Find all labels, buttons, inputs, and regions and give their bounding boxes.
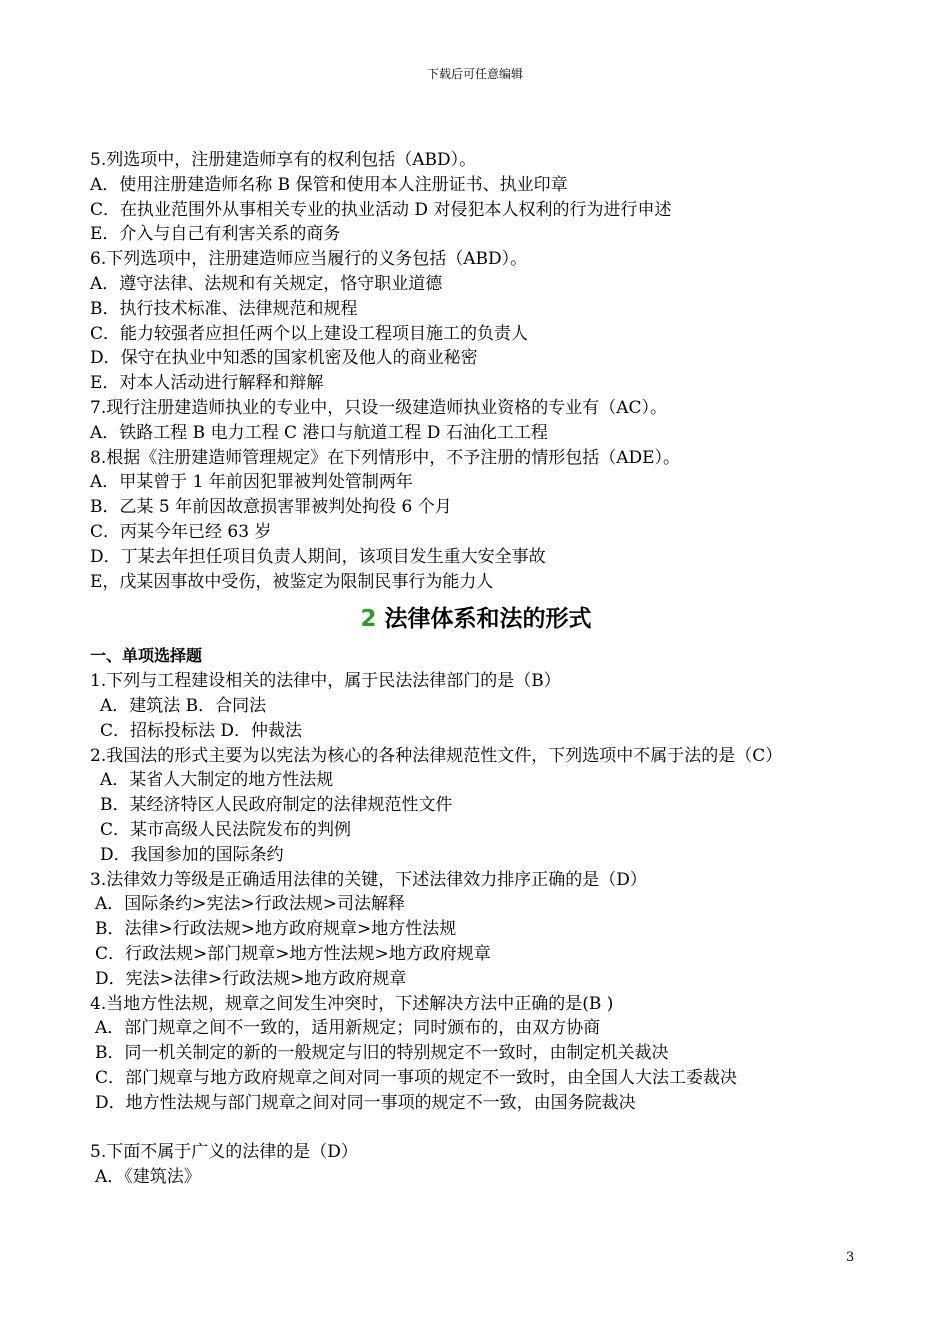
subheading: 一、单项选择题 <box>90 646 203 666</box>
question-6-stem: 6.下列选项中，注册建造师应当履行的义务包括（ABD）。 <box>90 249 528 270</box>
page-number: 3 <box>846 1250 855 1265</box>
s2-question-2-option-c: C．某市高级人民法院发布的判例 <box>100 819 352 840</box>
s2-question-4-option-d: D．地方性法规与部门规章之间对同一事项的规定不一致，由国务院裁决 <box>95 1092 636 1113</box>
s2-question-1-options-cd: C．招标投标法 D．仲裁法 <box>100 720 303 741</box>
s2-question-2-option-a: A．某省人大制定的地方性法规 <box>100 770 334 791</box>
s2-question-4-option-a: A．部门规章之间不一致的，适用新规定；同时颁布的，由双方协商 <box>95 1018 601 1039</box>
question-8-option-d: D．丁某去年担任项目负责人期间，该项目发生重大安全事故 <box>90 546 546 567</box>
s2-question-1-options-ab: A．建筑法 B．合同法 <box>100 695 267 716</box>
s2-question-2-stem: 2.我国法的形式主要为以宪法为核心的各种法律规范性文件，下列选项中不属于法的是（C） <box>90 745 783 766</box>
question-8-stem: 8.根据《注册建造师管理规定》在下列情形中，不予注册的情形包括（ADE）。 <box>90 447 681 468</box>
s2-question-5-option-a: A．《建筑法》 <box>95 1167 201 1188</box>
blank-line <box>90 1115 862 1140</box>
question-7-stem: 7.现行注册建造师执业的专业中，只设一级建造师执业资格的专业有（AC）。 <box>90 397 668 418</box>
s2-question-5-stem: 5.下面不属于广义的法律的是（D） <box>90 1142 358 1163</box>
document-body <box>90 148 862 1190</box>
s2-question-4-option-c: C．部门规章与地方政府规章之间对同一事项的规定不一致时，由全国人大法工委裁决 <box>95 1067 738 1088</box>
question-5-options-cd: C．在执业范围外从事相关专业的执业活动 D 对侵犯本人权利的行为进行申述 <box>90 199 672 220</box>
question-8-option-a: A．甲某曾于 1 年前因犯罪被判处管制两年 <box>90 472 413 493</box>
s2-question-3-option-c: C．行政法规>部门规章>地方性法规>地方政府规章 <box>95 943 491 964</box>
page-header: 下载后可任意编辑 <box>426 67 523 81</box>
question-8-option-c: C．丙某今年已经 63 岁 <box>90 521 272 542</box>
s2-question-3-option-a: A．国际条约>宪法>行政法规>司法解释 <box>95 894 406 915</box>
question-7-options: A．铁路工程 B 电力工程 C 港口与航道工程 D 石油化工工程 <box>90 422 548 443</box>
question-6-option-b: B．执行技术标准、法律规范和规程 <box>90 298 358 319</box>
section-title-text: 法律体系和法的形式 <box>384 606 592 633</box>
section-number: 2 <box>360 606 377 633</box>
s2-question-4-option-b: B．同一机关制定的新的一般规定与旧的特别规定不一致时，由制定机关裁决 <box>95 1043 669 1064</box>
question-8-option-e: E，戊某因事故中受伤，被鉴定为限制民事行为能力人 <box>90 571 494 592</box>
question-8-option-b: B．乙某 5 年前因故意损害罪被判处拘役 6 个月 <box>90 497 452 518</box>
section-title <box>90 604 862 634</box>
s2-question-3-option-d: D．宪法>法律>行政法规>地方政府规章 <box>95 968 407 989</box>
s2-question-3-stem: 3.法律效力等级是正确适用法律的关键，下述法律效力排序正确的是（D） <box>90 869 647 890</box>
question-6-option-d: D．保守在执业中知悉的国家机密及他人的商业秘密 <box>90 348 478 369</box>
s2-question-4-stem: 4.当地方性法规，规章之间发生冲突时，下述解决方法中正确的是(B ) <box>90 993 614 1014</box>
question-5-stem: 5.列选项中，注册建造师享有的权利包括（ABD）。 <box>90 150 477 170</box>
question-5-options-ab: A．使用注册建造师名称 B 保管和使用本人注册证书、执业印章 <box>90 174 568 195</box>
s2-question-1-stem: 1.下列与工程建设相关的法律中，属于民法法律部门的是（B） <box>90 671 561 692</box>
question-6-option-a: A．遵守法律、法规和有关规定，恪守职业道德 <box>90 273 443 294</box>
question-6-option-e: E．对本人活动进行解释和辩解 <box>90 373 324 394</box>
question-6-option-c: C．能力较强者应担任两个以上建设工程项目施工的负责人 <box>90 323 529 344</box>
s2-question-2-option-d: D．我国参加的国际条约 <box>100 844 284 865</box>
s2-question-3-option-b: B．法律>行政法规>地方政府规章>地方性法规 <box>95 919 457 940</box>
s2-question-2-option-b: B．某经济特区人民政府制定的法律规范性文件 <box>100 795 453 816</box>
question-5-option-e: E．介入与自己有利害关系的商务 <box>90 224 341 245</box>
